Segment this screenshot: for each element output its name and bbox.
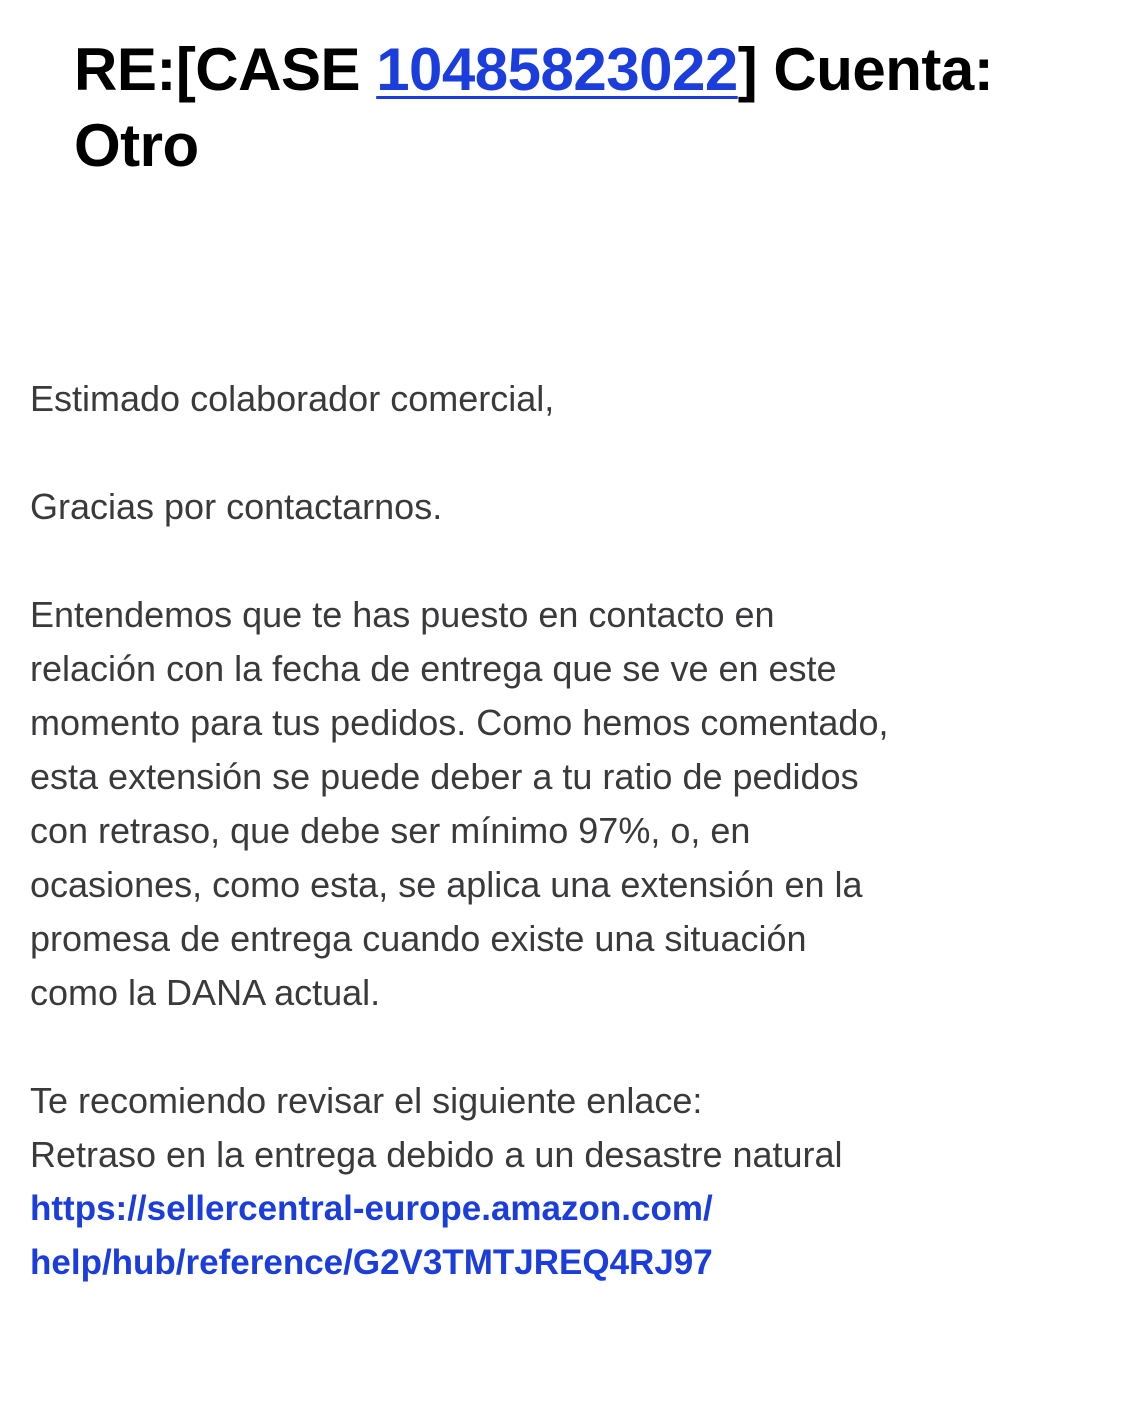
subject-category: Otro bbox=[74, 112, 199, 179]
thanks-text: Gracias por contactarnos. bbox=[30, 486, 443, 527]
subject-suffix: ] Cuenta: bbox=[737, 36, 994, 103]
email-subject bbox=[74, 32, 1114, 184]
case-number-link[interactable]: 10485823022 bbox=[376, 36, 738, 103]
help-url-link[interactable] bbox=[30, 1182, 890, 1290]
help-url-line-1: https://sellercentral-europe.amazon.com/ bbox=[30, 1189, 713, 1228]
subject-prefix: RE:[CASE bbox=[74, 36, 377, 103]
recommendation-block bbox=[30, 1074, 890, 1290]
greeting-text: Estimado colaborador comercial, bbox=[30, 378, 555, 419]
help-url-line-2: help/hub/reference/G2V3TMTJREQ4RJ97 bbox=[30, 1243, 713, 1282]
link-title: Retraso en la entrega debido a un desastre natural bbox=[30, 1134, 843, 1175]
recommend-line: Te recomiendo revisar el siguiente enlace: bbox=[30, 1080, 703, 1121]
main-paragraph: Entendemos que te has puesto en contacto en relación con la fecha de entrega que se ve en este momento para tus pedidos. Como hemos comentado, esta extensión se puede deber a tu ratio de pedidos con retraso, que debe ser mínimo 97%, o, en ocasiones, como esta, se aplica una extensión en la promesa de entrega cuando existe una situación como la DANA actual. bbox=[30, 594, 889, 1013]
email-body bbox=[30, 372, 890, 1290]
